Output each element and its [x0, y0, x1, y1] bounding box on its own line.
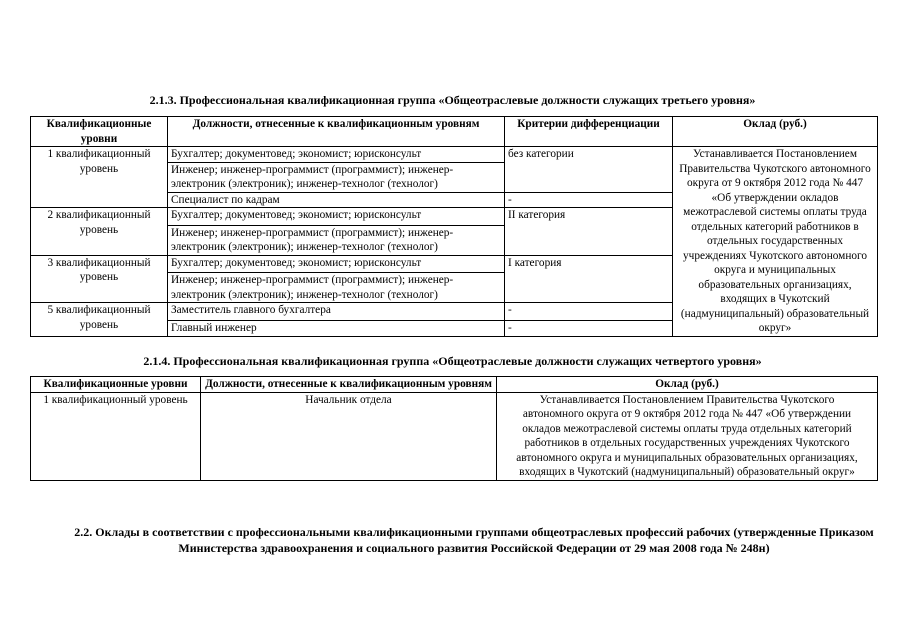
table-row: [31, 147, 878, 163]
level-cell: 1 квалификационный уровень: [31, 392, 201, 480]
section-2-2-title: 2.2. Оклады в соответствии с профессиональными квалификационными группами общеотраслевых профессий рабочих (утвержденные Приказом Министерства здравоохранения и социального развития Российской Федерации от 29 мая 2008 года № 248н): [74, 525, 874, 555]
position-cell: Инженер; инженер-программист (программист); инженер-электроник (электроник); инженер-технолог (технолог): [168, 225, 505, 255]
position-cell: Специалист по кадрам: [168, 192, 505, 208]
salary-cell: Устанавливается Постановлением Правительства Чукотского автономного округа от 9 октября 2012 года № 447 «Об утверждении окладов межотраслевой системы оплаты труда отдельных категорий работников в отдельных государственных учреждениях Чукотского автономного округа и муниципальных образовательных организациях, входящих в Чукотский (надмуниципальный) образовательный округ»: [673, 147, 878, 337]
header-criteria: Критерии дифференциации: [505, 117, 673, 147]
position-cell: Бухгалтер; документовед; экономист; юрисконсульт: [168, 147, 505, 163]
position-cell: Главный инженер: [168, 321, 505, 337]
position-cell: Начальник отдела: [201, 392, 497, 480]
position-cell: Бухгалтер; документовед; экономист; юрисконсульт: [168, 208, 505, 226]
position-cell: Инженер; инженер-программист (программист); инженер-электроник (электроник); инженер-технолог (технолог): [168, 162, 505, 192]
criteria-cell: -: [505, 321, 673, 337]
criteria-cell: II категория: [505, 208, 673, 256]
position-cell: Бухгалтер; документовед; экономист; юрисконсульт: [168, 255, 505, 273]
table-row: [31, 392, 878, 480]
level-cell: 2 квалификационный уровень: [31, 208, 168, 256]
level-cell: 1 квалификационный уровень: [31, 147, 168, 208]
position-cell: Инженер; инженер-программист (программист); инженер-электроник (электроник); инженер-технолог (технолог): [168, 273, 505, 303]
section-2-1-3-title: 2.1.3. Профессиональная квалификационная группа «Общеотраслевые должности служащих третьего уровня»: [149, 93, 756, 107]
table-header-row: [31, 377, 878, 393]
header-levels: Квалификационные уровни: [31, 377, 201, 393]
criteria-cell: -: [505, 192, 673, 208]
header-positions: Должности, отнесенные к квалификационным уровням: [201, 377, 497, 393]
level-cell: 3 квалификационный уровень: [31, 255, 168, 303]
section-2-1-4-title: 2.1.4. Профессиональная квалификационная группа «Общеотраслевые должности служащих четвертого уровня»: [143, 354, 762, 368]
level-cell: 5 квалификационный уровень: [31, 303, 168, 336]
header-levels: Квалификационные уровни: [31, 117, 168, 147]
table-header-row: [31, 117, 878, 147]
criteria-cell: I категория: [505, 255, 673, 303]
salary-cell: Устанавливается Постановлением Правительства Чукотского автономного округа от 9 октября 2012 года № 447 «Об утверждении окладов межотраслевой системы оплаты труда отдельных категорий работников в отдельных государственных учреждениях Чукотского автономного округа и муниципальных образовательных организациях, входящих в Чукотский (надмуниципальный) образовательный округ»: [497, 392, 878, 480]
header-salary: Оклад (руб.): [497, 377, 878, 393]
criteria-cell: без категории: [505, 147, 673, 193]
position-cell: Заместитель главного бухгалтера: [168, 303, 505, 321]
header-salary: Оклад (руб.): [673, 117, 878, 147]
criteria-cell: -: [505, 303, 673, 321]
table-2-1-4: [30, 376, 878, 481]
table-2-1-3: [30, 116, 878, 337]
header-positions: Должности, отнесенные к квалификационным уровням: [168, 117, 505, 147]
